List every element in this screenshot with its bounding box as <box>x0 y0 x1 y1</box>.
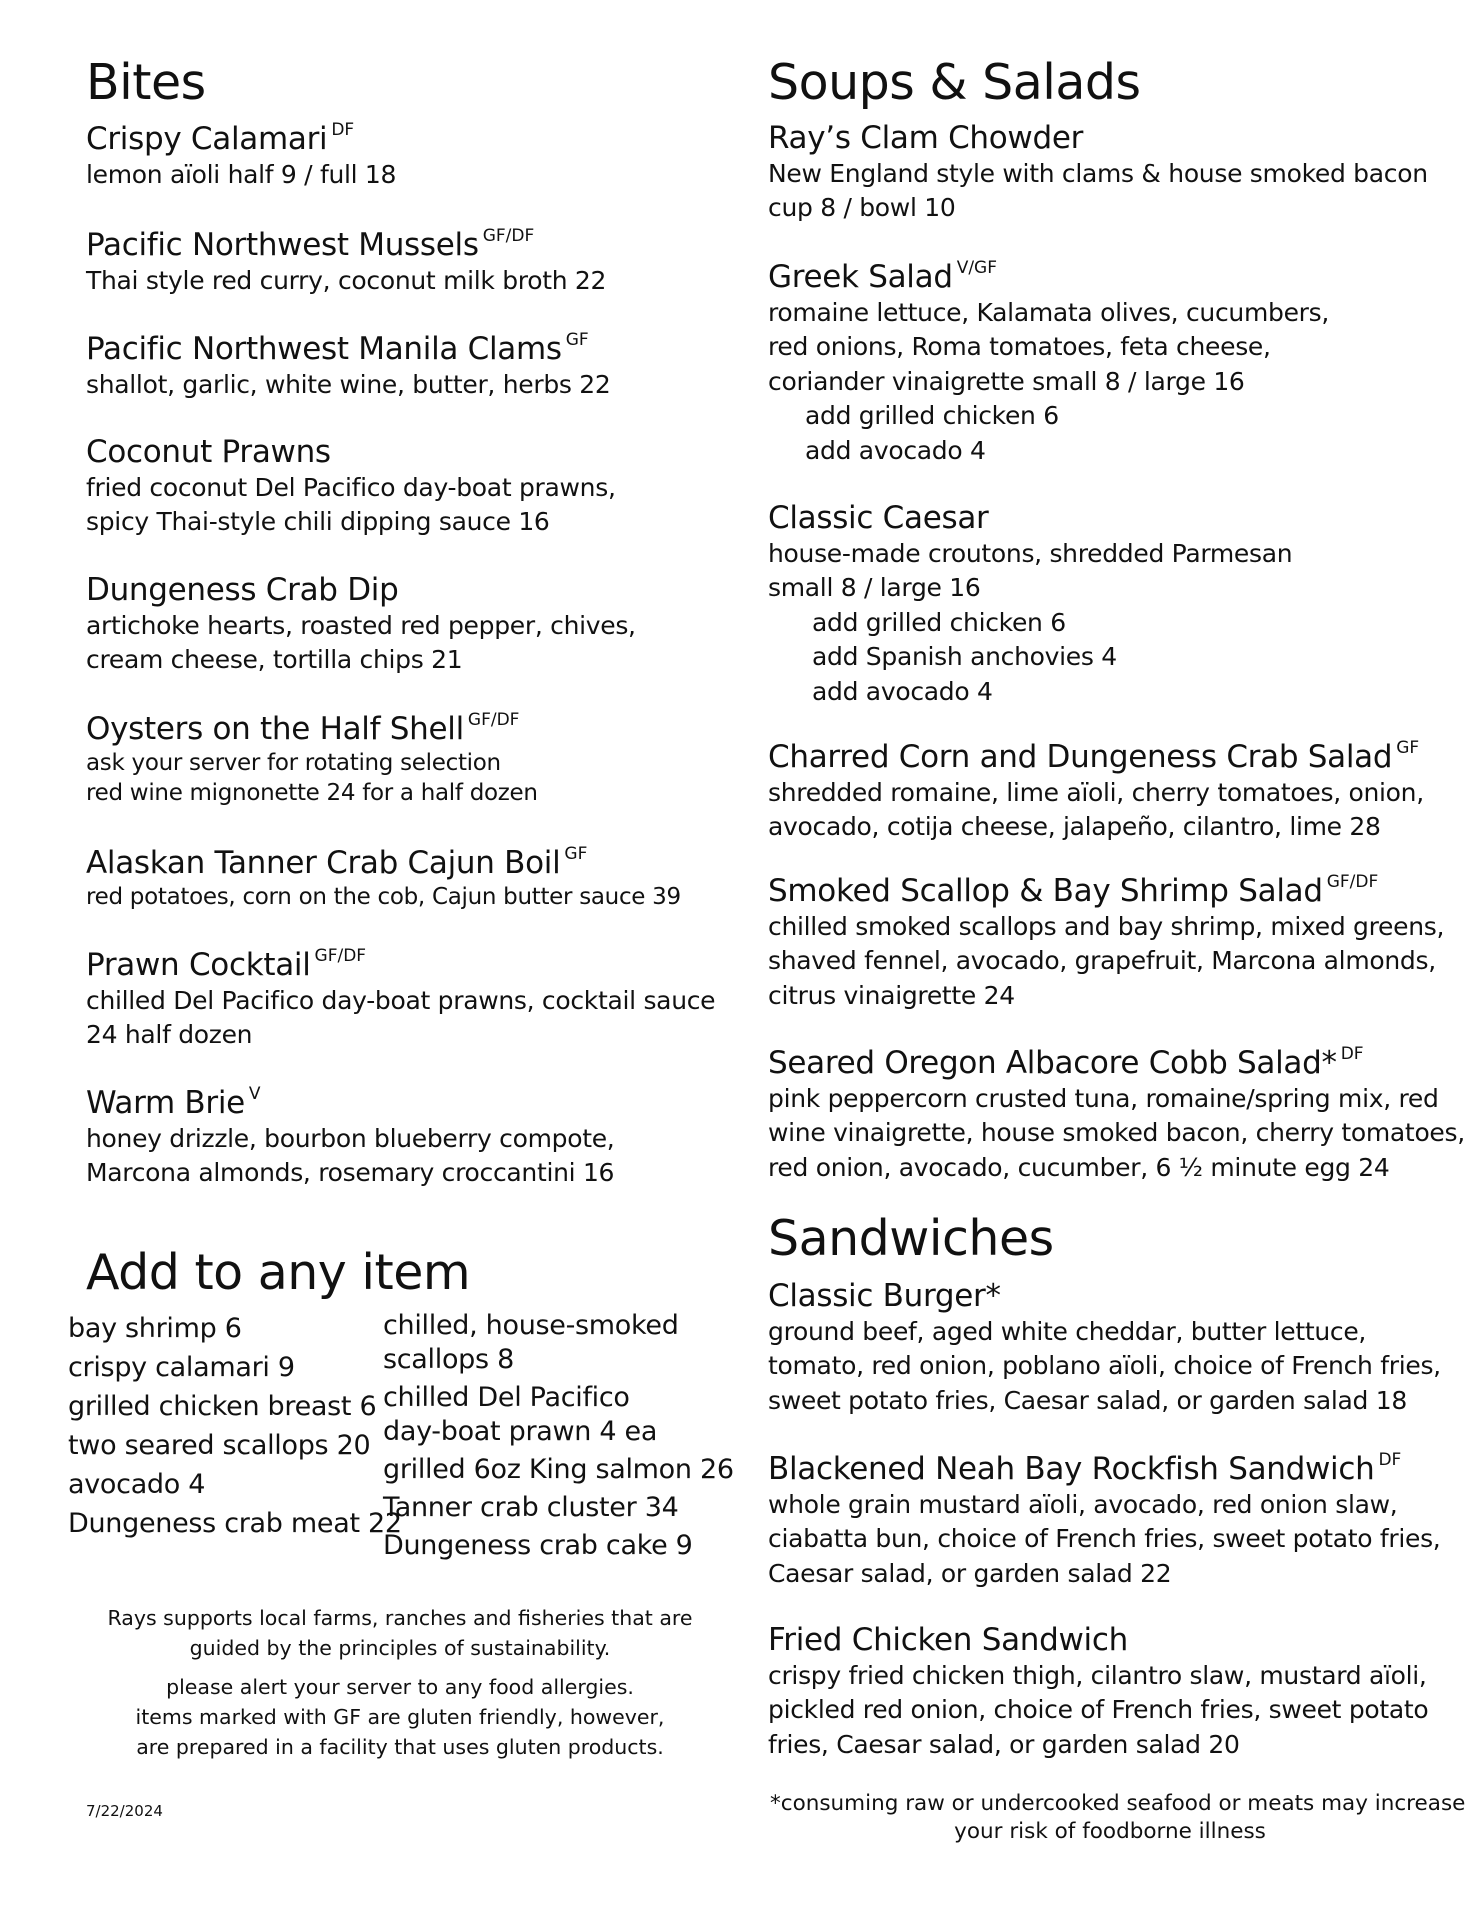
item-desc: fries, Caesar salad, or garden salad 20 <box>768 1729 1240 1759</box>
add-ons-column-1 <box>68 1309 402 1543</box>
allergy-note <box>100 1672 700 1762</box>
menu-item-corn-crab-salad <box>768 738 1424 845</box>
item-name: Ray’s Clam Chowder <box>768 120 1084 156</box>
diet-tag: DF <box>1378 1450 1402 1470</box>
item-desc: pickled red onion, choice of French fries, sweet potato <box>768 1695 1429 1725</box>
item-name: Blackened Neah Bay Rockfish Sandwich $^{DF}$ <box>768 1450 1402 1487</box>
item-desc: tomato, red onion, poblano aïoli, choice of French fries, <box>768 1351 1441 1381</box>
item-name: Classic Caesar <box>768 500 989 536</box>
note-line: Rays supports local farms, ranches and fisheries that are <box>107 1606 693 1630</box>
item-name: Seared Oregon Albacore Cobb Salad* $^{DF}$ <box>768 1044 1364 1081</box>
menu-item-classic-caesar <box>768 500 1292 709</box>
item-desc: shallot, garlic, white wine, butter, herbs 22 <box>86 369 611 399</box>
item-desc: Marcona almonds, rosemary croccantini 16 <box>86 1158 615 1188</box>
sandwiches-heading: Sandwiches <box>768 1210 1054 1267</box>
item-desc: cup 8 / bowl 10 <box>768 193 956 223</box>
menu-item-coconut-prawns <box>86 434 616 540</box>
item-desc: whole grain mustard aïoli, avocado, red onion slaw, <box>768 1489 1398 1519</box>
bites-heading: Bites <box>86 54 206 111</box>
add-on-item: crispy calamari 9 <box>68 1352 295 1383</box>
item-desc: ground beef, aged white cheddar, butter lettuce, <box>768 1316 1367 1346</box>
menu-item-crispy-calamari <box>86 120 396 192</box>
diet-tag: GF/DF <box>314 946 367 966</box>
item-name: Warm Brie $^V$ <box>86 1084 261 1121</box>
note-line: are prepared in a facility that uses gluten products. <box>136 1735 664 1759</box>
item-desc: red wine mignonette 24 for a half dozen <box>86 779 538 806</box>
item-desc: honey drizzle, bourbon blueberry compote, <box>86 1123 615 1153</box>
item-desc: red onion, avocado, cucumber, 6 ½ minute egg 24 <box>768 1152 1390 1182</box>
menu-item-fried-chicken-sandwich <box>768 1622 1428 1762</box>
menu-date: 7/22/2024 <box>86 1802 163 1820</box>
menu-item-prawn-cocktail <box>86 946 715 1053</box>
item-desc: citrus vinaigrette 24 <box>768 980 1015 1010</box>
item-desc: ciabatta bun, choice of French fries, sweet potato fries, <box>768 1524 1441 1554</box>
menu-item-manila-clams <box>86 330 610 402</box>
item-addon: add grilled chicken 6 <box>805 401 1059 431</box>
item-name: Oysters on the Half Shell $^{GF/DF}$ <box>86 710 520 747</box>
note-line: your risk of foodborne illness <box>954 1819 1266 1844</box>
item-desc: artichoke hearts, roasted red pepper, chives, <box>86 610 636 640</box>
menu-item-crab-dip <box>86 572 636 678</box>
menu-item-rockfish-sandwich <box>768 1450 1440 1591</box>
item-desc: chilled smoked scallops and bay shrimp, mixed greens, <box>768 911 1445 941</box>
diet-tag: GF/DF <box>1326 872 1379 892</box>
add-on-item: Dungeness crab cake 9 <box>383 1530 693 1561</box>
add-on-item: bay shrimp 6 <box>68 1313 242 1344</box>
item-desc: red onions, Roma tomatoes, feta cheese, <box>768 332 1271 362</box>
item-desc: Caesar salad, or garden salad 22 <box>768 1558 1172 1588</box>
item-desc: avocado, cotija cheese, jalapeño, cilantro, lime 28 <box>768 812 1381 842</box>
menu-item-albacore-cobb <box>768 1044 1465 1185</box>
add-on-item: day-boat prawn 4 ea <box>383 1416 658 1447</box>
item-name: Pacific Northwest Mussels $^{GF/DF}$ <box>86 226 535 263</box>
menu-item-clam-chowder <box>768 120 1428 226</box>
item-addon: add grilled chicken 6 <box>812 607 1066 637</box>
add-on-item: grilled 6oz King salmon 26 <box>383 1454 734 1485</box>
diet-tag: GF/DF <box>482 226 535 246</box>
item-desc: house-made croutons, shredded Parmesan <box>768 538 1293 568</box>
item-desc: sweet potato fries, Caesar salad, or garden salad 18 <box>768 1385 1407 1415</box>
diet-tag: V/GF <box>956 258 998 278</box>
sustainability-note <box>100 1603 700 1663</box>
add-on-item: grilled chicken breast 6 <box>68 1391 377 1422</box>
add-ons-column-2 <box>383 1309 734 1563</box>
item-desc: New England style with clams & house smoked bacon <box>768 158 1428 188</box>
item-desc: cream cheese, tortilla chips 21 <box>86 645 463 675</box>
note-line: items marked with GF are gluten friendly, however, <box>135 1705 665 1729</box>
diet-tag: V <box>248 1084 261 1104</box>
item-desc: wine vinaigrette, house smoked bacon, cherry tomatoes, <box>768 1118 1465 1148</box>
menu-item-oysters <box>86 710 538 808</box>
item-name: Classic Burger* <box>768 1278 1001 1314</box>
item-name: Pacific Northwest Manila Clams $^{GF}$ <box>86 330 589 367</box>
item-desc: lemon aïoli half 9 / full 18 <box>86 159 397 189</box>
add-on-item: chilled, house-smoked <box>383 1310 679 1341</box>
menu-item-scallop-shrimp-salad <box>768 872 1444 1013</box>
raw-food-warning <box>770 1790 1466 1846</box>
diet-tag: GF/DF <box>467 710 520 730</box>
item-name: Dungeness Crab Dip <box>86 572 399 608</box>
item-desc: romaine lettuce, Kalamata olives, cucumbers, <box>768 297 1330 327</box>
item-name: Crispy Calamari $^{DF}$ <box>86 120 355 157</box>
item-addon: add Spanish anchovies 4 <box>812 642 1117 672</box>
item-desc: spicy Thai-style chili dipping sauce 16 <box>86 507 550 537</box>
note-line: *consuming raw or undercooked seafood or meats may increase <box>770 1791 1466 1816</box>
item-name: Smoked Scallop & Bay Shrimp Salad $^{GF/DF}$ <box>768 872 1379 909</box>
item-name: Alaskan Tanner Crab Cajun Boil $^{GF}$ <box>86 844 588 881</box>
item-desc: ask your server for rotating selection <box>86 749 501 776</box>
diet-tag: GF <box>564 844 588 864</box>
item-desc: fried coconut Del Pacifico day-boat prawns, <box>86 472 616 502</box>
diet-tag: DF <box>331 120 355 140</box>
item-name: Fried Chicken Sandwich <box>768 1622 1128 1658</box>
menu-item-greek-salad <box>768 258 1329 468</box>
item-desc: pink peppercorn crusted tuna, romaine/spring mix, red <box>768 1083 1439 1113</box>
add-on-item: Dungeness crab meat 22 <box>68 1508 402 1539</box>
add-on-item: Tanner crab cluster 34 <box>383 1492 679 1523</box>
item-addon: add avocado 4 <box>805 435 986 465</box>
add-on-item: avocado 4 <box>68 1469 206 1500</box>
diet-tag: GF <box>1396 738 1420 758</box>
add-on-item: chilled Del Pacifico <box>383 1382 630 1413</box>
item-desc: crispy fried chicken thigh, cilantro slaw, mustard aïoli, <box>768 1660 1427 1690</box>
item-desc: 24 half dozen <box>86 1020 253 1050</box>
item-desc: small 8 / large 16 <box>768 573 981 603</box>
menu-item-tanner-crab-boil <box>86 844 681 912</box>
item-addon: add avocado 4 <box>812 676 993 706</box>
item-desc: shaved fennel, avocado, grapefruit, Marcona almonds, <box>768 946 1436 976</box>
add-on-item: scallops 8 <box>383 1344 514 1375</box>
add-ons-heading: Add to any item <box>86 1244 471 1301</box>
diet-tag: GF <box>565 330 589 350</box>
item-desc: shredded romaine, lime aïoli, cherry tomatoes, onion, <box>768 777 1424 807</box>
menu-item-classic-burger <box>768 1278 1441 1418</box>
diet-tag: DF <box>1340 1044 1364 1064</box>
item-desc: red potatoes, corn on the cob, Cajun butter sauce 39 <box>86 883 681 910</box>
note-line: please alert your server to any food allergies. <box>166 1675 634 1699</box>
note-line: guided by the principles of sustainability. <box>189 1636 611 1660</box>
menu-item-warm-brie <box>86 1084 614 1191</box>
item-name: Prawn Cocktail $^{GF/DF}$ <box>86 946 367 983</box>
item-name: Greek Salad $^{V/GF}$ <box>768 258 998 295</box>
soups-salads-heading: Soups & Salads <box>768 54 1141 111</box>
item-desc: Thai style red curry, coconut milk broth 22 <box>86 265 607 295</box>
item-name: Charred Corn and Dungeness Crab Salad $^{GF}$ <box>768 738 1420 775</box>
item-desc: chilled Del Pacifico day-boat prawns, cocktail sauce <box>86 985 716 1015</box>
menu-item-pnw-mussels <box>86 226 606 298</box>
add-on-item: two seared scallops 20 <box>68 1430 371 1461</box>
item-desc: coriander vinaigrette small 8 / large 16 <box>768 366 1245 396</box>
item-name: Coconut Prawns <box>86 434 331 470</box>
